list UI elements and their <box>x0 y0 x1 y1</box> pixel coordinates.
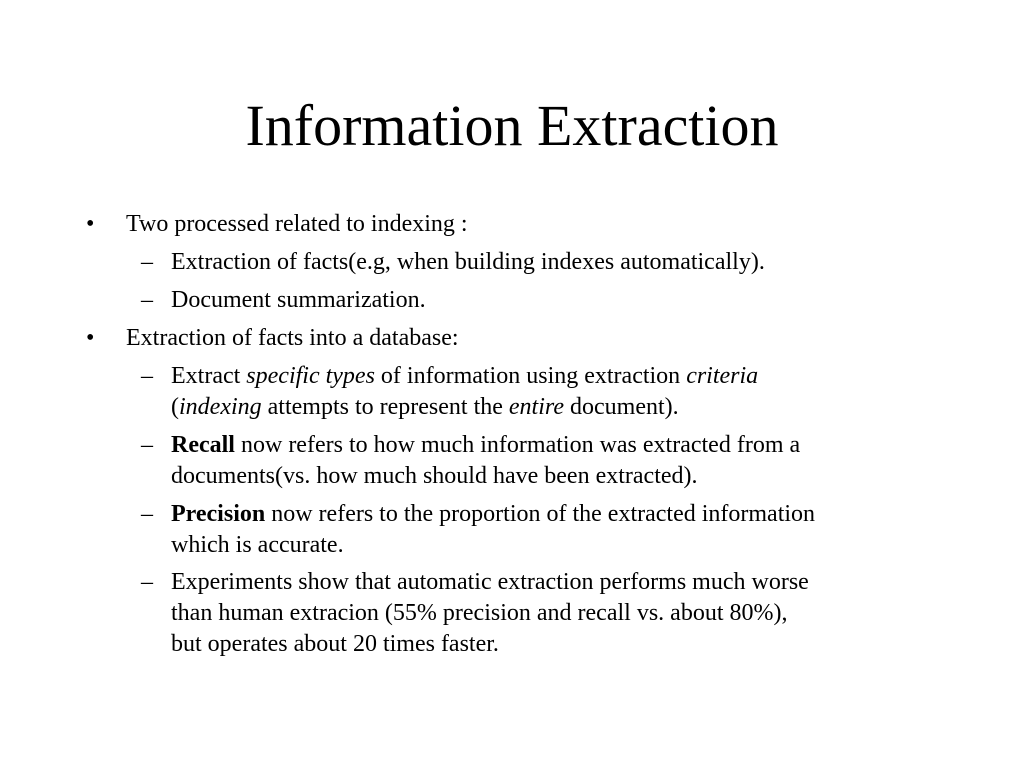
bullet-marker: • <box>86 325 95 351</box>
italic-term: specific types <box>246 363 375 389</box>
sub-bullet-line: Document summarization. <box>171 287 426 313</box>
text-run: now refers to how much information was extracted from a <box>234 432 801 458</box>
sub-bullet-line: which is accurate. <box>171 532 344 558</box>
bold-term: Recall <box>171 432 235 458</box>
sub-bullet-line <box>171 361 941 392</box>
bullet-marker: • <box>86 211 95 237</box>
dash-marker: – <box>141 363 153 389</box>
sub-bullet-line: documents(vs. how much should have been extracted). <box>171 463 698 489</box>
sub-bullet-line <box>171 499 941 530</box>
text-run: document). <box>564 394 679 420</box>
text-run: Extract <box>171 363 247 389</box>
slide-title: Information Extraction <box>245 93 779 158</box>
italic-term: entire <box>508 394 564 420</box>
dash-marker: – <box>141 287 153 313</box>
dash-marker: – <box>141 432 153 458</box>
sub-bullet-text <box>171 499 941 561</box>
sub-bullet-line <box>171 430 941 461</box>
bullet-line: Extraction of facts into a database: <box>126 325 459 351</box>
italic-term: criteria <box>686 363 759 389</box>
sub-bullet-line: but operates about 20 times faster. <box>171 631 499 657</box>
sub-bullet-line <box>171 392 941 423</box>
sub-bullet-text <box>171 567 941 660</box>
bold-term: Precision <box>171 501 266 527</box>
text-run: attempts to represent the <box>261 394 509 420</box>
sub-bullet-text <box>171 247 941 278</box>
sub-bullet-line: than human extracion (55% precision and recall vs. about 80%), <box>171 600 788 626</box>
sub-bullet-text <box>171 285 941 316</box>
sub-bullet-line: Extraction of facts(e.g, when building indexes automatically). <box>171 249 765 275</box>
sub-bullet-text <box>171 361 941 423</box>
dash-marker: – <box>141 569 153 595</box>
bullet-line: Two processed related to indexing : <box>126 211 468 237</box>
italic-term: indexing <box>179 394 262 420</box>
dash-marker: – <box>141 249 153 275</box>
text-run: now refers to the proportion of the extracted information <box>265 501 816 527</box>
text-run: ( <box>171 394 179 420</box>
text-run: of information using extraction <box>374 363 687 389</box>
sub-bullet-text <box>171 430 941 492</box>
sub-bullet-line: Experiments show that automatic extraction performs much worse <box>171 569 809 595</box>
bullet-text <box>126 209 946 240</box>
dash-marker: – <box>141 501 153 527</box>
bullet-text <box>126 323 946 354</box>
